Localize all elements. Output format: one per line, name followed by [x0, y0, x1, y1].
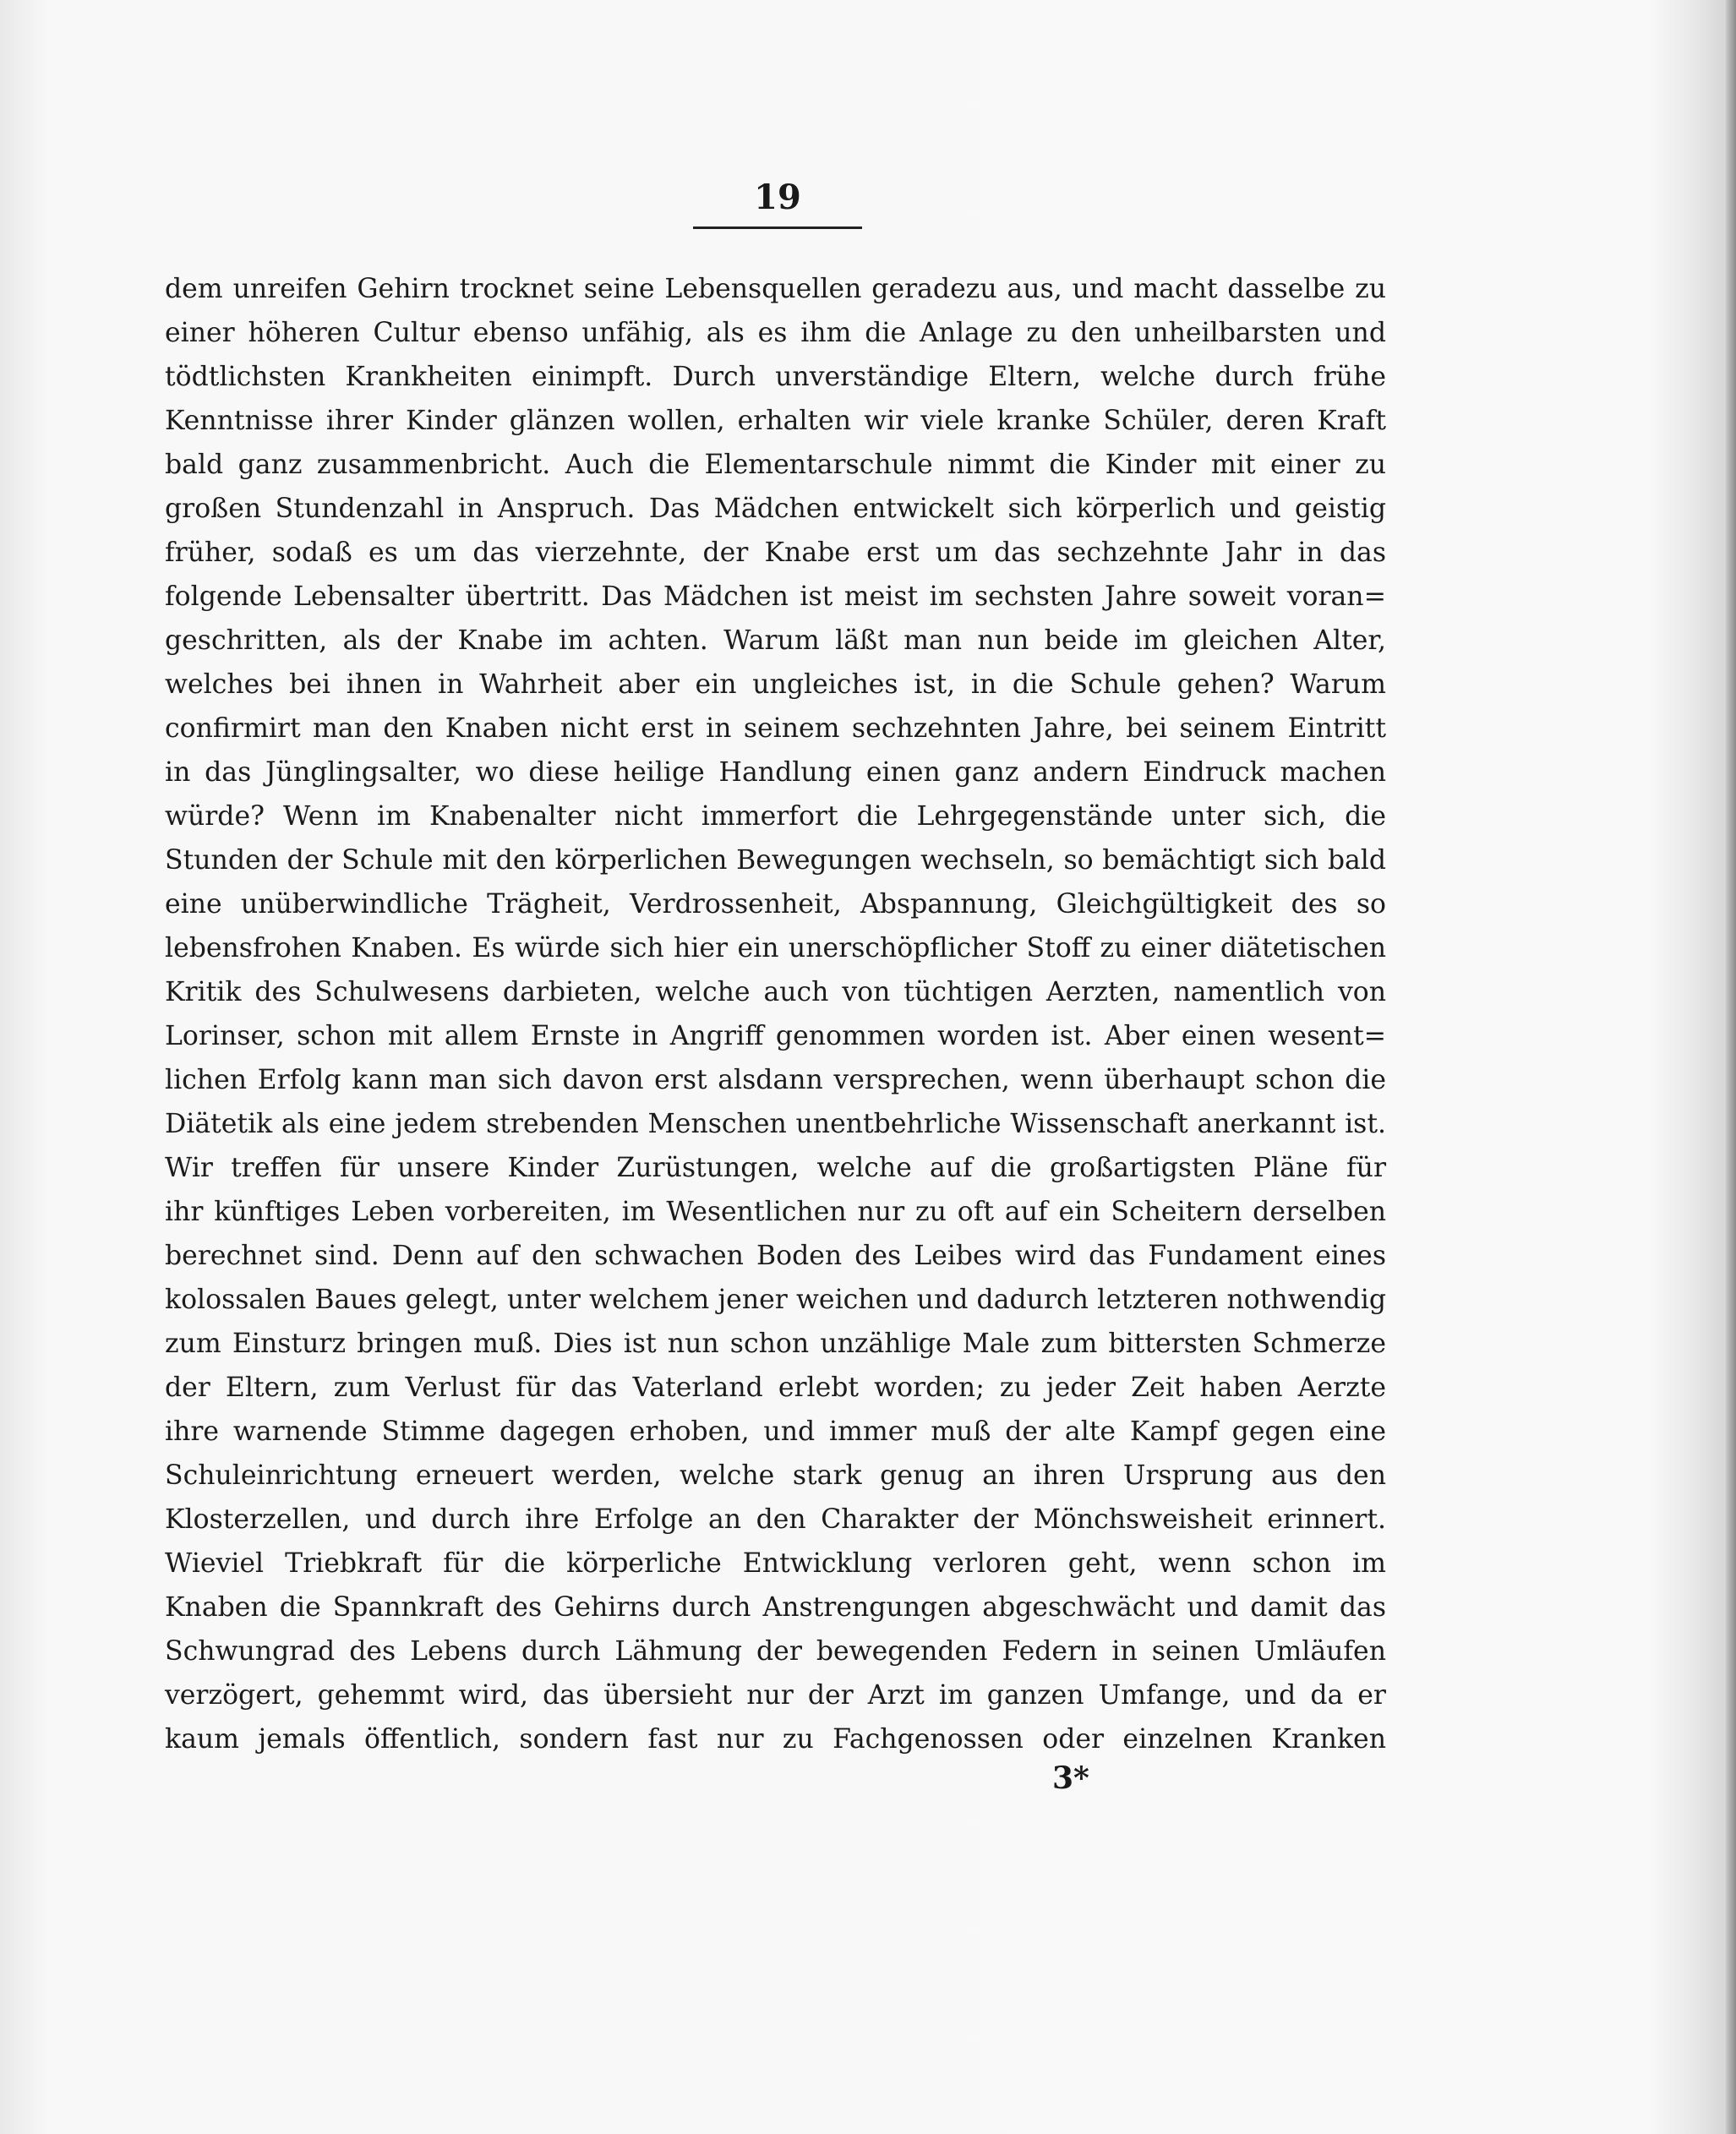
text-line: Diätetik als eine jedem strebenden Menschen unentbehrliche Wissenschaft anerkannt ist. [165, 1109, 1386, 1139]
text-line: Schuleinrichtung erneuert werden, welche stark genug an ihren Ursprung aus den [165, 1460, 1386, 1491]
body-text [165, 267, 1386, 1761]
text-line: ihre warnende Stimme dagegen erhoben, und immer muß der alte Kampf gegen eine [165, 1416, 1386, 1447]
text-line: Stunden der Schule mit den körperlichen Bewegungen wechseln, so bemächtigt sich bald [165, 845, 1386, 876]
text-line: kolossalen Baues gelegt, unter welchem jener weichen und dadurch letzteren nothwendig [165, 1285, 1386, 1315]
text-line: bald ganz zusammenbricht. Auch die Elementarschule nimmt die Kinder mit einer zu [165, 450, 1386, 480]
text-line: einer höheren Cultur ebenso unfähig, als es ihm die Anlage zu den unheilbarsten und [165, 318, 1386, 348]
text-line: berechnet sind. Denn auf den schwachen Boden des Leibes wird das Fundament eines [165, 1241, 1386, 1271]
text-line: Knaben die Spannkraft des Gehirns durch Anstrengungen abgeschwächt und damit das [165, 1592, 1386, 1623]
page-number: 19 [754, 177, 801, 217]
page-number-rule [693, 226, 862, 229]
text-line: kaum jemals öffentlich, sondern fast nur zu Fachgenossen oder einzelnen Kranken [165, 1724, 1386, 1755]
signature-mark: 3* [1052, 1760, 1089, 1796]
page-edge-shadow [1726, 0, 1736, 2134]
text-line: großen Stundenzahl in Anspruch. Das Mädchen entwickelt sich körperlich und geistig [165, 494, 1386, 524]
text-line: Lorinser, schon mit allem Ernste in Angriff genommen worden ist. Aber einen wesent= [165, 1021, 1386, 1051]
text-line: lebensfrohen Knaben. Es würde sich hier ein unerschöpflicher Stoff zu einer diätetischen [165, 933, 1386, 963]
text-line: ihr künftiges Leben vorbereiten, im Wesentlichen nur zu oft auf ein Scheitern derselben [165, 1197, 1386, 1227]
text-line: der Eltern, zum Verlust für das Vaterland erlebt worden; zu jeder Zeit haben Aerzte [165, 1373, 1386, 1403]
text-line: früher, sodaß es um das vierzehnte, der Knabe erst um das sechzehnte Jahr in das [165, 538, 1386, 568]
text-line: tödtlichsten Krankheiten einimpft. Durch unverständige Eltern, welche durch frühe [165, 362, 1386, 392]
text-line: in das Jünglingsalter, wo diese heilige Handlung einen ganz andern Eindruck machen [165, 757, 1386, 788]
text-line: eine unüberwindliche Trägheit, Verdrossenheit, Abspannung, Gleichgültigkeit des so [165, 889, 1386, 920]
text-line: dem unreifen Gehirn trocknet seine Lebensquellen geradezu aus, und macht dasselbe zu [165, 274, 1386, 304]
text-line: lichen Erfolg kann man sich davon erst alsdann versprechen, wenn überhaupt schon die [165, 1065, 1386, 1095]
text-line: Wir treffen für unsere Kinder Zurüstungen, welche auf die großartigsten Pläne für [165, 1153, 1386, 1183]
text-line: verzögert, gehemmt wird, das übersieht nur der Arzt im ganzen Umfange, und da er [165, 1680, 1386, 1711]
text-line: Schwungrad des Lebens durch Lähmung der bewegenden Federn in seinen Umläufen [165, 1636, 1386, 1667]
text-line: folgende Lebensalter übertritt. Das Mädchen ist meist im sechsten Jahre soweit voran= [165, 581, 1386, 612]
text-line: Kritik des Schulwesens darbieten, welche auch von tüchtigen Aerzten, namentlich von [165, 977, 1386, 1007]
text-line: Klosterzellen, und durch ihre Erfolge an den Charakter der Mönchsweisheit erinnert. [165, 1504, 1386, 1535]
text-line: geschritten, als der Knabe im achten. Warum läßt man nun beide im gleichen Alter, [165, 625, 1386, 656]
text-line: zum Einsturz bringen muß. Dies ist nun schon unzählige Male zum bittersten Schmerze [165, 1329, 1386, 1359]
text-line: Wieviel Triebkraft für die körperliche Entwicklung verloren geht, wenn schon im [165, 1548, 1386, 1579]
text-line: confirmirt man den Knaben nicht erst in seinem sechzehnten Jahre, bei seinem Eintritt [165, 713, 1386, 744]
text-line: Kenntnisse ihrer Kinder glänzen wollen, erhalten wir viele kranke Schüler, deren Kraft [165, 406, 1386, 436]
text-line: würde? Wenn im Knabenalter nicht immerfort die Lehrgegenstände unter sich, die [165, 801, 1386, 832]
text-line: welches bei ihnen in Wahrheit aber ein ungleiches ist, in die Schule gehen? Warum [165, 669, 1386, 700]
